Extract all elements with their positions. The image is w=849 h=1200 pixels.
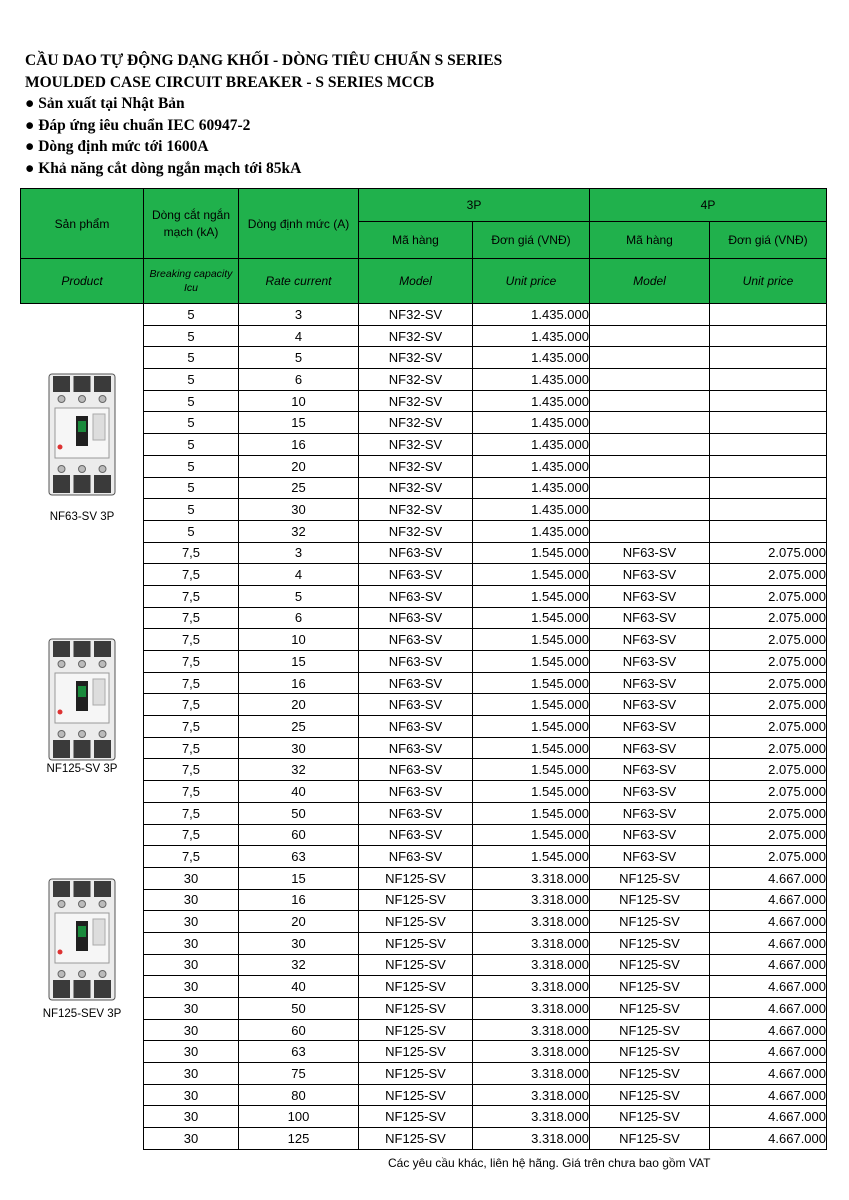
group-3p: 3P — [359, 189, 590, 222]
cell-price-4p — [710, 455, 827, 477]
cell-model-4p: NF63-SV — [590, 629, 710, 651]
product-images-column — [21, 304, 144, 1150]
cell-model-3p: NF32-SV — [359, 390, 473, 412]
col-model-4p-en: Model — [590, 259, 710, 304]
cell-breaking: 30 — [144, 1084, 239, 1106]
cell-model-4p: NF63-SV — [590, 607, 710, 629]
cell-rated: 32 — [239, 520, 359, 542]
cell-model-4p: NF125-SV — [590, 889, 710, 911]
cell-price-3p: 3.318.000 — [473, 1128, 590, 1150]
cell-rated: 10 — [239, 390, 359, 412]
cell-model-4p: NF125-SV — [590, 1041, 710, 1063]
cell-breaking: 30 — [144, 976, 239, 998]
cell-price-4p — [710, 412, 827, 434]
cell-price-3p: 1.545.000 — [473, 781, 590, 803]
cell-rated: 30 — [239, 932, 359, 954]
cell-price-3p: 1.545.000 — [473, 651, 590, 673]
cell-breaking: 30 — [144, 954, 239, 976]
cell-model-4p: NF125-SV — [590, 954, 710, 976]
cell-price-4p — [710, 499, 827, 521]
cell-rated: 15 — [239, 412, 359, 434]
col-model-4p-vi: Mã hàng — [590, 222, 710, 259]
cell-breaking: 7,5 — [144, 846, 239, 868]
cell-price-3p: 1.545.000 — [473, 585, 590, 607]
cell-price-4p: 4.667.000 — [710, 1084, 827, 1106]
cell-model-3p: NF63-SV — [359, 737, 473, 759]
cell-price-3p: 1.435.000 — [473, 390, 590, 412]
footer-note: Các yêu cầu khác, liên hệ hãng. Giá trên chưa bao gồm VAT — [388, 1156, 711, 1170]
table-row — [21, 304, 827, 326]
cell-breaking: 5 — [144, 455, 239, 477]
cell-breaking: 7,5 — [144, 607, 239, 629]
cell-breaking: 30 — [144, 911, 239, 933]
cell-price-3p: 1.435.000 — [473, 455, 590, 477]
cell-model-4p: NF63-SV — [590, 716, 710, 738]
cell-model-3p: NF32-SV — [359, 412, 473, 434]
cell-price-3p: 1.435.000 — [473, 325, 590, 347]
cell-model-3p: NF63-SV — [359, 759, 473, 781]
cell-rated: 32 — [239, 954, 359, 976]
cell-price-4p: 2.075.000 — [710, 781, 827, 803]
cell-breaking: 7,5 — [144, 802, 239, 824]
cell-model-4p — [590, 325, 710, 347]
cell-model-4p: NF63-SV — [590, 651, 710, 673]
cell-price-4p: 2.075.000 — [710, 694, 827, 716]
cell-price-3p: 3.318.000 — [473, 1106, 590, 1128]
cell-price-4p: 2.075.000 — [710, 737, 827, 759]
circuit-breaker-image — [47, 877, 117, 1002]
cell-price-4p: 4.667.000 — [710, 889, 827, 911]
cell-model-4p: NF63-SV — [590, 585, 710, 607]
cell-price-4p — [710, 325, 827, 347]
cell-rated: 25 — [239, 477, 359, 499]
cell-price-4p: 4.667.000 — [710, 998, 827, 1020]
cell-model-3p: NF32-SV — [359, 499, 473, 521]
cell-rated: 10 — [239, 629, 359, 651]
cell-price-4p: 2.075.000 — [710, 846, 827, 868]
cell-model-3p: NF125-SV — [359, 1041, 473, 1063]
col-price-3p-vi: Đơn giá (VNĐ) — [473, 222, 590, 259]
cell-model-4p — [590, 477, 710, 499]
group-4p: 4P — [590, 189, 827, 222]
product-label: NF125-SEV 3P — [42, 1008, 122, 1020]
cell-model-4p: NF125-SV — [590, 976, 710, 998]
cell-price-4p: 4.667.000 — [710, 1019, 827, 1041]
header-row-1 — [21, 189, 827, 222]
cell-model-3p: NF125-SV — [359, 911, 473, 933]
feature-made-in-japan: ● Sản xuất tại Nhật Bản — [25, 95, 185, 113]
cell-model-3p: NF63-SV — [359, 694, 473, 716]
cell-breaking: 30 — [144, 998, 239, 1020]
cell-model-4p: NF125-SV — [590, 998, 710, 1020]
cell-breaking: 5 — [144, 499, 239, 521]
cell-breaking: 7,5 — [144, 585, 239, 607]
cell-rated: 5 — [239, 585, 359, 607]
cell-model-3p: NF125-SV — [359, 976, 473, 998]
cell-price-4p: 2.075.000 — [710, 824, 827, 846]
cell-price-3p: 1.435.000 — [473, 434, 590, 456]
cell-breaking: 5 — [144, 412, 239, 434]
cell-price-4p — [710, 304, 827, 326]
cell-breaking: 7,5 — [144, 564, 239, 586]
cell-model-3p: NF125-SV — [359, 889, 473, 911]
cell-model-3p: NF63-SV — [359, 672, 473, 694]
cell-breaking: 7,5 — [144, 694, 239, 716]
cell-breaking: 30 — [144, 867, 239, 889]
col-price-3p-en: Unit price — [473, 259, 590, 304]
cell-price-3p: 1.545.000 — [473, 564, 590, 586]
cell-rated: 5 — [239, 347, 359, 369]
cell-breaking: 7,5 — [144, 759, 239, 781]
cell-price-3p: 1.545.000 — [473, 629, 590, 651]
cell-model-4p: NF63-SV — [590, 824, 710, 846]
cell-rated: 40 — [239, 781, 359, 803]
document-header — [25, 50, 502, 180]
cell-rated: 3 — [239, 304, 359, 326]
cell-price-3p: 3.318.000 — [473, 889, 590, 911]
col-price-4p-vi: Đơn giá (VNĐ) — [710, 222, 827, 259]
cell-model-3p: NF63-SV — [359, 629, 473, 651]
cell-price-4p: 2.075.000 — [710, 607, 827, 629]
cell-price-4p: 4.667.000 — [710, 1063, 827, 1085]
feature-rated-current: ● Dòng định mức tới 1600A — [25, 138, 209, 156]
cell-breaking: 30 — [144, 932, 239, 954]
cell-breaking: 5 — [144, 325, 239, 347]
cell-model-3p: NF63-SV — [359, 651, 473, 673]
title-vi: CẦU DAO TỰ ĐỘNG DẠNG KHỐI - DÒNG TIÊU CHUẨN S SERIES — [25, 52, 503, 69]
cell-price-4p — [710, 369, 827, 391]
cell-rated: 6 — [239, 607, 359, 629]
cell-price-4p: 4.667.000 — [710, 867, 827, 889]
cell-rated: 100 — [239, 1106, 359, 1128]
cell-breaking: 7,5 — [144, 651, 239, 673]
cell-price-4p: 4.667.000 — [710, 976, 827, 998]
cell-rated: 20 — [239, 694, 359, 716]
cell-price-3p: 3.318.000 — [473, 911, 590, 933]
cell-model-3p: NF125-SV — [359, 954, 473, 976]
cell-model-3p: NF63-SV — [359, 564, 473, 586]
cell-model-4p — [590, 369, 710, 391]
col-model-3p-vi: Mã hàng — [359, 222, 473, 259]
cell-price-4p: 2.075.000 — [710, 759, 827, 781]
cell-rated: 32 — [239, 759, 359, 781]
cell-price-4p: 2.075.000 — [710, 629, 827, 651]
title-en: MOULDED CASE CIRCUIT BREAKER - S SERIES MCCB — [25, 73, 435, 91]
cell-price-3p: 1.435.000 — [473, 369, 590, 391]
cell-breaking: 7,5 — [144, 716, 239, 738]
cell-rated: 16 — [239, 672, 359, 694]
price-table — [20, 188, 827, 1150]
cell-model-4p: NF125-SV — [590, 932, 710, 954]
col-product-en: Product — [21, 259, 144, 304]
cell-rated: 50 — [239, 802, 359, 824]
cell-model-4p: NF63-SV — [590, 802, 710, 824]
cell-price-3p: 1.435.000 — [473, 499, 590, 521]
cell-model-3p: NF32-SV — [359, 369, 473, 391]
cell-model-4p: NF63-SV — [590, 846, 710, 868]
cell-model-3p: NF63-SV — [359, 824, 473, 846]
cell-model-4p — [590, 455, 710, 477]
cell-price-4p: 2.075.000 — [710, 542, 827, 564]
cell-model-3p: NF32-SV — [359, 434, 473, 456]
cell-rated: 15 — [239, 867, 359, 889]
cell-model-3p: NF125-SV — [359, 1128, 473, 1150]
cell-model-4p: NF125-SV — [590, 1019, 710, 1041]
cell-price-4p — [710, 390, 827, 412]
col-rated-en: Rate current — [239, 259, 359, 304]
cell-model-3p: NF63-SV — [359, 802, 473, 824]
cell-breaking: 30 — [144, 1106, 239, 1128]
cell-rated: 63 — [239, 1041, 359, 1063]
header-row-en — [21, 259, 827, 304]
cell-price-3p: 1.545.000 — [473, 824, 590, 846]
cell-model-3p: NF125-SV — [359, 932, 473, 954]
cell-price-3p: 3.318.000 — [473, 867, 590, 889]
cell-model-4p — [590, 434, 710, 456]
cell-breaking: 30 — [144, 1041, 239, 1063]
cell-model-3p: NF125-SV — [359, 1019, 473, 1041]
cell-breaking: 30 — [144, 889, 239, 911]
cell-model-4p — [590, 304, 710, 326]
cell-model-3p: NF63-SV — [359, 846, 473, 868]
cell-price-4p: 4.667.000 — [710, 911, 827, 933]
cell-rated: 20 — [239, 911, 359, 933]
cell-model-4p — [590, 520, 710, 542]
cell-breaking: 5 — [144, 477, 239, 499]
cell-rated: 4 — [239, 325, 359, 347]
cell-model-4p: NF125-SV — [590, 1106, 710, 1128]
cell-rated: 25 — [239, 716, 359, 738]
cell-model-4p: NF63-SV — [590, 759, 710, 781]
cell-rated: 60 — [239, 1019, 359, 1041]
cell-model-3p: NF32-SV — [359, 347, 473, 369]
cell-price-3p: 1.545.000 — [473, 672, 590, 694]
cell-price-4p — [710, 520, 827, 542]
cell-price-3p: 1.435.000 — [473, 477, 590, 499]
cell-breaking: 5 — [144, 304, 239, 326]
cell-model-3p: NF125-SV — [359, 998, 473, 1020]
cell-price-3p: 3.318.000 — [473, 998, 590, 1020]
cell-model-3p: NF125-SV — [359, 867, 473, 889]
cell-breaking: 30 — [144, 1128, 239, 1150]
cell-model-3p: NF32-SV — [359, 325, 473, 347]
cell-model-3p: NF32-SV — [359, 304, 473, 326]
cell-model-3p: NF125-SV — [359, 1063, 473, 1085]
cell-model-4p — [590, 347, 710, 369]
cell-breaking: 30 — [144, 1019, 239, 1041]
cell-breaking: 7,5 — [144, 781, 239, 803]
cell-breaking: 7,5 — [144, 629, 239, 651]
cell-rated: 30 — [239, 737, 359, 759]
cell-price-3p: 1.545.000 — [473, 802, 590, 824]
cell-rated: 80 — [239, 1084, 359, 1106]
cell-price-3p: 3.318.000 — [473, 1084, 590, 1106]
cell-breaking: 30 — [144, 1063, 239, 1085]
cell-price-4p: 4.667.000 — [710, 1041, 827, 1063]
cell-price-4p: 2.075.000 — [710, 651, 827, 673]
cell-price-3p: 1.435.000 — [473, 347, 590, 369]
cell-model-3p: NF125-SV — [359, 1106, 473, 1128]
cell-price-4p: 2.075.000 — [710, 802, 827, 824]
col-breaking-vi: Dòng cắt ngắn mạch (kA) — [144, 189, 239, 259]
cell-breaking: 5 — [144, 390, 239, 412]
col-product-vi: Sản phẩm — [21, 189, 144, 259]
cell-price-3p: 3.318.000 — [473, 976, 590, 998]
circuit-breaker-image — [47, 637, 117, 762]
col-breaking-en: Breaking capacity Icu — [144, 259, 239, 304]
cell-model-4p: NF63-SV — [590, 672, 710, 694]
cell-price-4p: 2.075.000 — [710, 716, 827, 738]
cell-breaking: 7,5 — [144, 824, 239, 846]
cell-price-3p: 3.318.000 — [473, 1041, 590, 1063]
cell-price-3p: 3.318.000 — [473, 1019, 590, 1041]
cell-rated: 40 — [239, 976, 359, 998]
cell-breaking: 7,5 — [144, 672, 239, 694]
cell-price-4p — [710, 477, 827, 499]
cell-breaking: 5 — [144, 434, 239, 456]
cell-model-4p: NF125-SV — [590, 1128, 710, 1150]
cell-model-4p: NF125-SV — [590, 1063, 710, 1085]
product-label: NF125-SV 3P — [46, 763, 118, 775]
price-rows — [21, 304, 827, 1150]
cell-model-3p: NF63-SV — [359, 585, 473, 607]
circuit-breaker-image — [47, 372, 117, 497]
cell-price-3p: 1.435.000 — [473, 412, 590, 434]
cell-price-3p: 3.318.000 — [473, 932, 590, 954]
cell-rated: 30 — [239, 499, 359, 521]
cell-rated: 125 — [239, 1128, 359, 1150]
cell-rated: 75 — [239, 1063, 359, 1085]
cell-model-4p — [590, 412, 710, 434]
cell-rated: 50 — [239, 998, 359, 1020]
cell-price-3p: 1.545.000 — [473, 759, 590, 781]
cell-model-4p: NF63-SV — [590, 694, 710, 716]
cell-price-4p — [710, 347, 827, 369]
cell-rated: 15 — [239, 651, 359, 673]
cell-price-4p: 2.075.000 — [710, 564, 827, 586]
cell-price-4p — [710, 434, 827, 456]
cell-model-4p: NF125-SV — [590, 867, 710, 889]
cell-breaking: 5 — [144, 369, 239, 391]
cell-rated: 16 — [239, 889, 359, 911]
cell-price-3p: 1.435.000 — [473, 304, 590, 326]
cell-model-3p: NF32-SV — [359, 477, 473, 499]
feature-standard: ● Đáp ứng iêu chuẩn IEC 60947-2 — [25, 116, 251, 134]
cell-price-3p: 1.435.000 — [473, 520, 590, 542]
cell-model-4p: NF63-SV — [590, 781, 710, 803]
cell-model-3p: NF63-SV — [359, 716, 473, 738]
cell-breaking: 7,5 — [144, 737, 239, 759]
cell-price-3p: 1.545.000 — [473, 542, 590, 564]
cell-model-3p: NF63-SV — [359, 781, 473, 803]
cell-rated: 4 — [239, 564, 359, 586]
product-label: NF63-SV 3P — [49, 511, 115, 523]
cell-rated: 6 — [239, 369, 359, 391]
cell-price-3p: 1.545.000 — [473, 846, 590, 868]
cell-price-3p: 1.545.000 — [473, 694, 590, 716]
cell-model-4p — [590, 390, 710, 412]
col-price-4p-en: Unit price — [710, 259, 827, 304]
cell-model-4p — [590, 499, 710, 521]
cell-breaking: 5 — [144, 347, 239, 369]
col-rated-vi: Dòng định mức (A) — [239, 189, 359, 259]
cell-price-3p: 1.545.000 — [473, 737, 590, 759]
cell-price-3p: 3.318.000 — [473, 1063, 590, 1085]
cell-price-4p: 2.075.000 — [710, 672, 827, 694]
cell-price-3p: 3.318.000 — [473, 954, 590, 976]
cell-breaking: 5 — [144, 520, 239, 542]
cell-price-3p: 1.545.000 — [473, 716, 590, 738]
cell-model-3p: NF32-SV — [359, 455, 473, 477]
cell-model-3p: NF63-SV — [359, 542, 473, 564]
cell-rated: 63 — [239, 846, 359, 868]
cell-price-4p: 2.075.000 — [710, 585, 827, 607]
col-model-3p-en: Model — [359, 259, 473, 304]
cell-price-4p: 4.667.000 — [710, 954, 827, 976]
cell-model-4p: NF125-SV — [590, 911, 710, 933]
cell-model-4p: NF63-SV — [590, 564, 710, 586]
cell-model-3p: NF125-SV — [359, 1084, 473, 1106]
cell-rated: 3 — [239, 542, 359, 564]
cell-model-4p: NF125-SV — [590, 1084, 710, 1106]
cell-price-3p: 1.545.000 — [473, 607, 590, 629]
cell-rated: 16 — [239, 434, 359, 456]
cell-model-4p: NF63-SV — [590, 542, 710, 564]
feature-breaking-capacity: ● Khả năng cắt dòng ngắn mạch tới 85kA — [25, 159, 302, 177]
cell-model-3p: NF32-SV — [359, 520, 473, 542]
cell-breaking: 7,5 — [144, 542, 239, 564]
cell-model-3p: NF63-SV — [359, 607, 473, 629]
cell-model-4p: NF63-SV — [590, 737, 710, 759]
cell-rated: 60 — [239, 824, 359, 846]
cell-price-4p: 4.667.000 — [710, 1128, 827, 1150]
cell-price-4p: 4.667.000 — [710, 1106, 827, 1128]
cell-price-4p: 4.667.000 — [710, 932, 827, 954]
cell-rated: 20 — [239, 455, 359, 477]
